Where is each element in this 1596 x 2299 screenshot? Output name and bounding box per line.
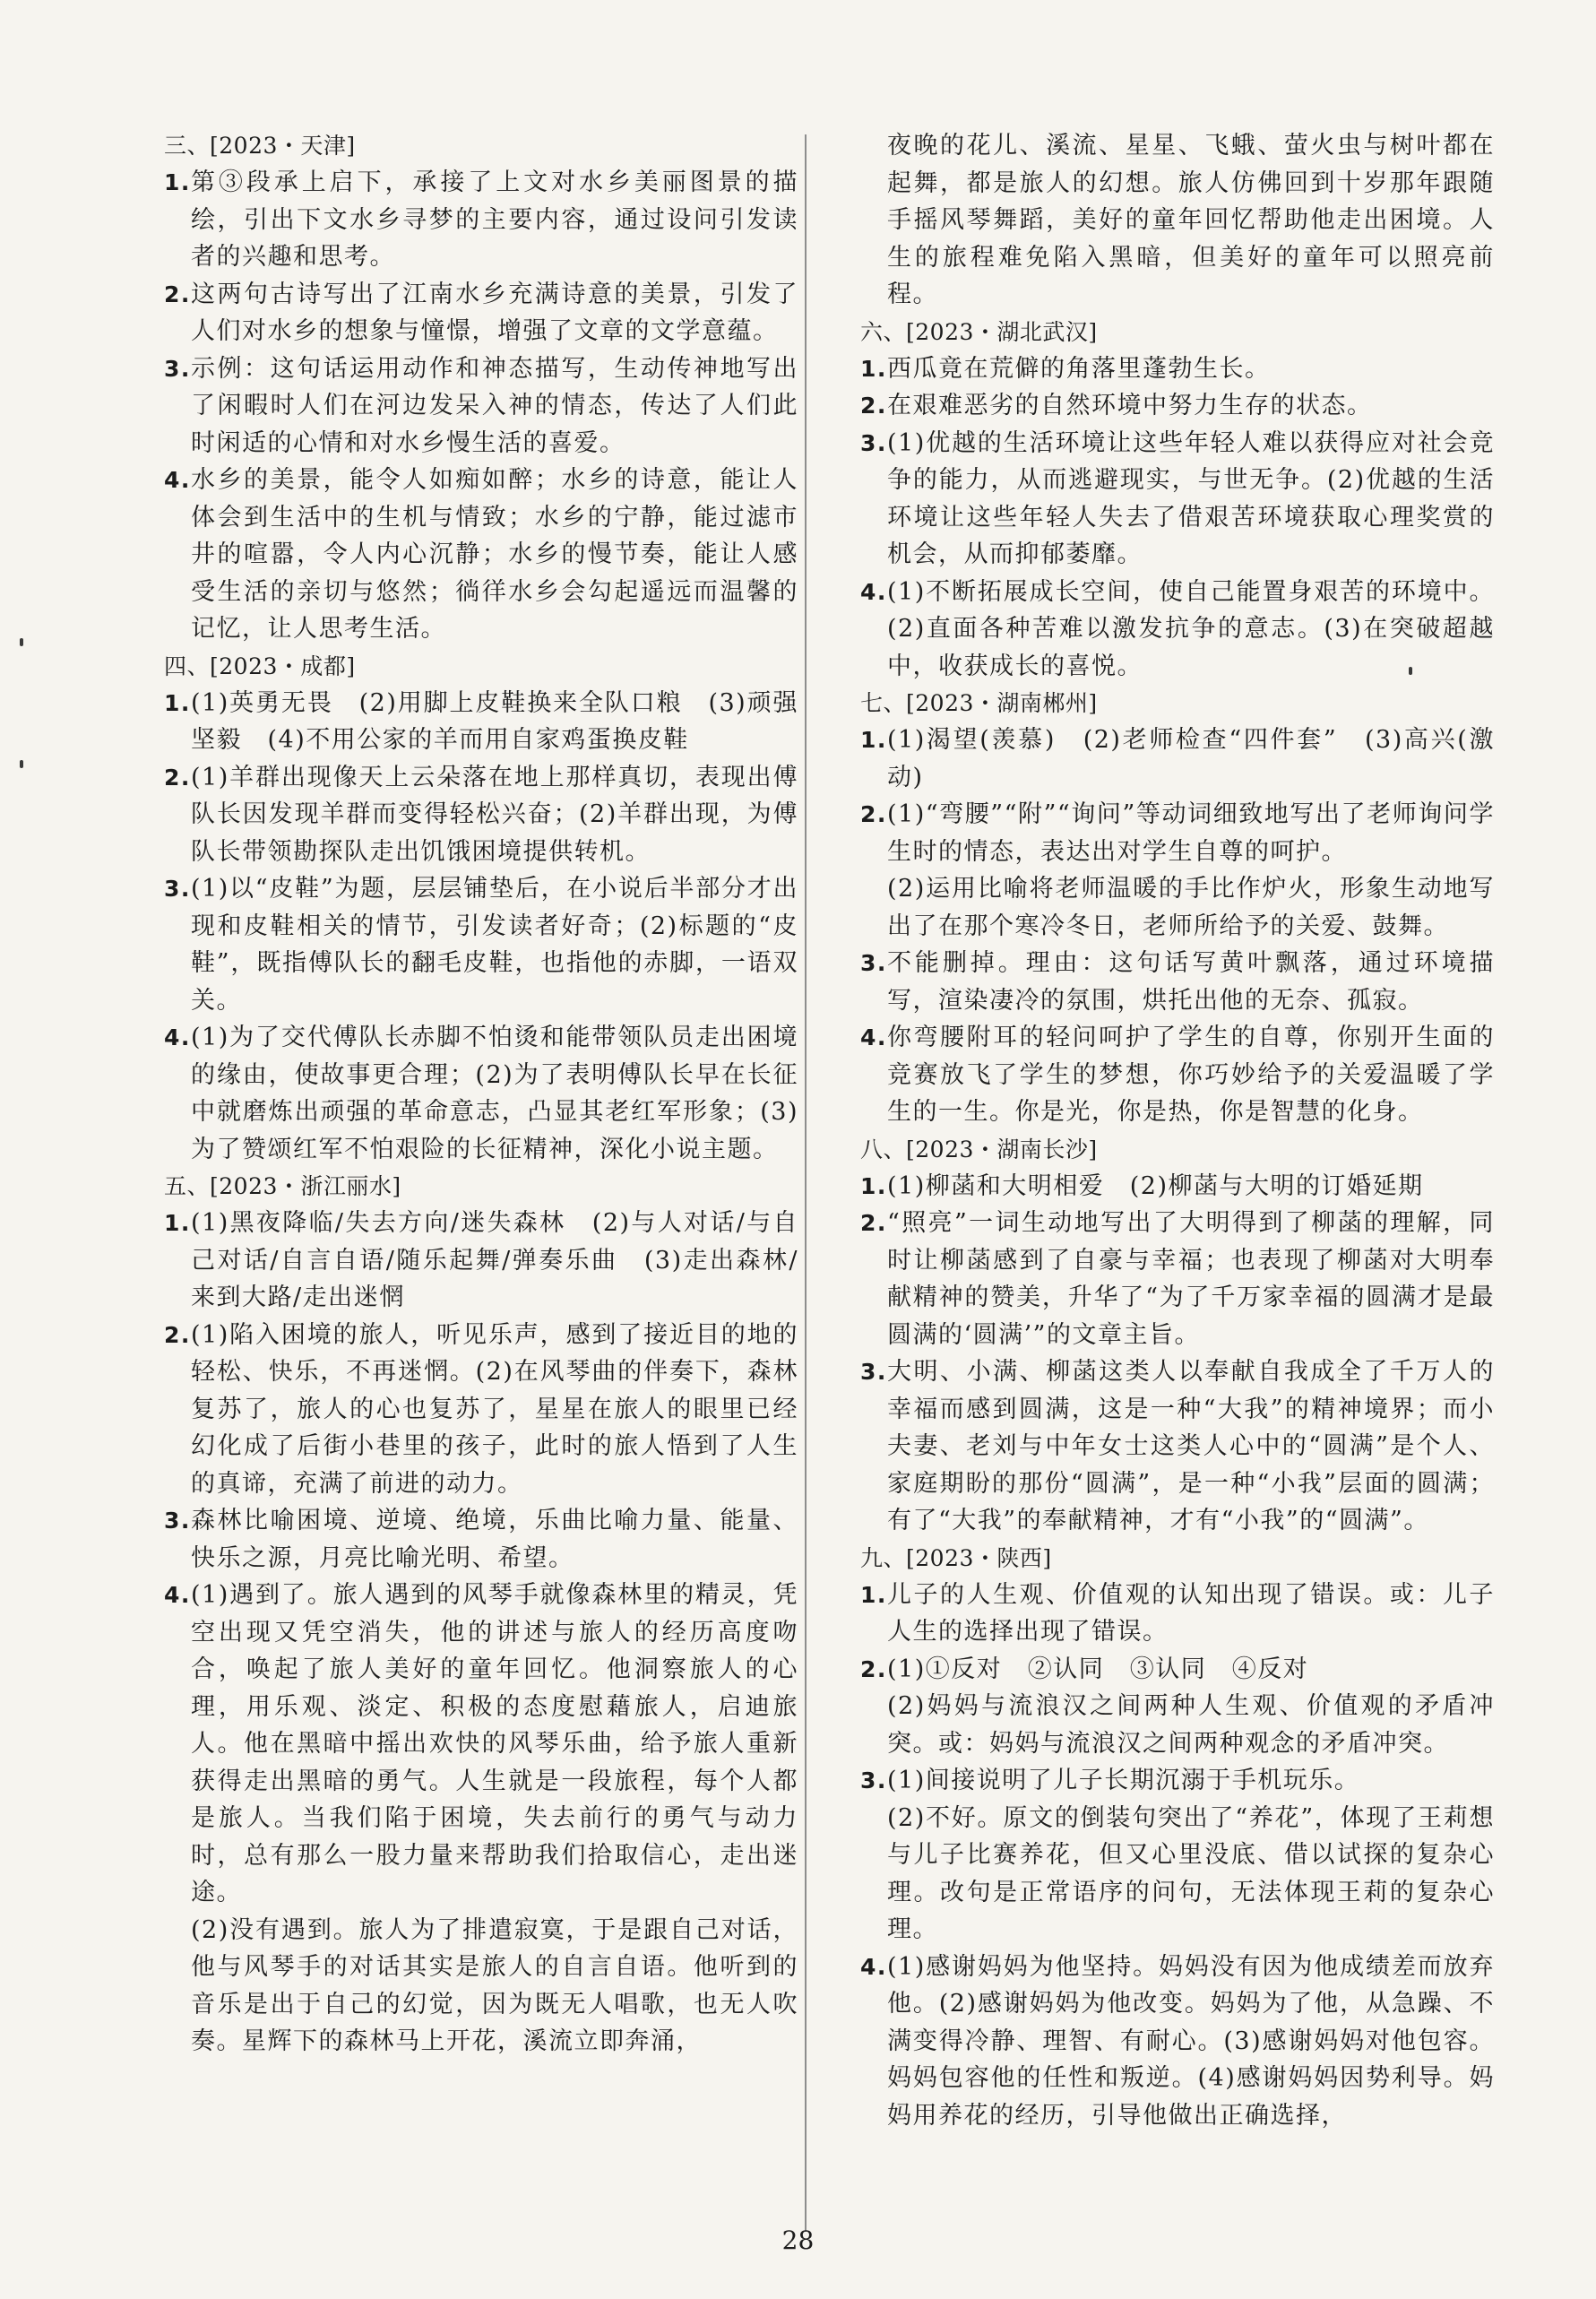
answer-item xyxy=(860,1019,1495,1131)
answer-number: 1. xyxy=(860,727,887,753)
answer-text xyxy=(887,350,1495,388)
answer-item xyxy=(164,1317,798,1503)
answer-paragraph: (1)间接说明了儿子长期沉溺于手机玩乐。 xyxy=(887,1767,1360,1794)
section-heading: 七、[2023・湖南郴州] xyxy=(860,690,1098,716)
answer-text xyxy=(887,1762,1495,1949)
answer-item xyxy=(860,1651,1495,1763)
answer-number: 4. xyxy=(860,578,887,605)
right-column xyxy=(860,127,1495,2134)
answer-paragraph: (1)黑夜降临/失去方向/迷失森林 (2)与人对话/与自己对话/自言自语/随乐起舞/弹奏乐曲 (3)走出森林/来到大路/走出迷惘 xyxy=(191,1209,798,1311)
answer-paragraph: 森林比喻困境、逆境、绝境，乐曲比喻力量、能量、快乐之源，月亮比喻光明、希望。 xyxy=(191,1507,798,1572)
answer-paragraph: (2)没有遇到。旅人为了排遣寂寞，于是跟自己对话，他与风琴手的对话其实是旅人的自言自语。他听到的音乐是出于自己的幻觉，因为既无人唱歌，也无人吹奏。星辉下的森林马上开花，溪流立即奔涌， xyxy=(191,1915,798,2055)
answer-number: 1. xyxy=(164,689,191,716)
answer-paragraph: (1)陷入困境的旅人，听见乐声，感到了接近目的地的轻松、快乐，不再迷惘。(2)在风琴曲的伴奏下，森林复苏了，旅人的心也复苏了，星星在旅人的眼里已经幻化成了后街小巷里的孩子，此时的旅人悟到了人生的真谛，充满了前进的动力。 xyxy=(191,1320,798,1498)
answer-text xyxy=(191,685,798,759)
section-heading: 八、[2023・湖南长沙] xyxy=(860,1136,1098,1162)
answer-item xyxy=(860,1353,1495,1540)
answer-text xyxy=(191,1502,798,1577)
answer-text xyxy=(191,1317,798,1503)
answer-text xyxy=(887,1577,1495,1651)
answer-number: 3. xyxy=(164,876,191,902)
answer-item xyxy=(164,462,798,648)
column-divider xyxy=(805,134,807,2232)
answer-item xyxy=(164,1205,798,1317)
section-heading: 六、[2023・湖北武汉] xyxy=(860,318,1098,345)
answer-paragraph: (2)不好。原文的倒装句突出了“养花”，体现了王莉想与儿子比赛养花，但又心里没底、借以试探的复杂心理。改句是正常语序的问句，无法体现王莉的复杂心理。 xyxy=(887,1803,1495,1943)
answer-text xyxy=(887,945,1495,1019)
answer-text xyxy=(191,164,798,276)
answer-paragraph: 儿子的人生观、价值观的认知出现了错误。或：儿子人生的选择出现了错误。 xyxy=(887,1580,1495,1646)
left-column xyxy=(164,127,798,2061)
section-heading: 九、[2023・陕西] xyxy=(860,1544,1052,1571)
answer-number: 2. xyxy=(860,801,887,827)
answer-text xyxy=(887,796,1495,945)
answer-number: 1. xyxy=(164,1210,191,1236)
answer-paragraph: 不能删掉。理由：这句话写黄叶飘落，通过环境描写，渲染凄冷的氛围，烘托出他的无奈、孤寂。 xyxy=(887,949,1495,1015)
answer-number: 3. xyxy=(860,1359,887,1385)
answer-number: 1. xyxy=(860,355,887,382)
answer-text xyxy=(191,1019,798,1168)
answer-item xyxy=(860,945,1495,1019)
scan-mark xyxy=(1409,667,1412,675)
page-number: 28 xyxy=(781,2226,815,2255)
answer-paragraph: 这两句古诗写出了江南水乡充满诗意的美景，引发了人们对水乡的想象与憧憬，增强了文章的文学意蕴。 xyxy=(191,280,798,345)
answer-text xyxy=(191,870,798,1019)
answer-text xyxy=(887,1949,1495,2135)
answer-paragraph: “照亮”一词生动地写出了大明得到了柳菡的理解，同时让柳菡感到了自豪与幸福；也表现了柳菡对大明奉献精神的赞美，升华了“为了千万家幸福的圆满才是最圆满的‘圆满’”的文章主旨。 xyxy=(887,1209,1495,1349)
answer-item xyxy=(164,1502,798,1577)
answer-item xyxy=(164,1019,798,1168)
answer-item xyxy=(860,1168,1495,1206)
answer-paragraph: (1)柳菡和大明相爱 (2)柳菡与大明的订婚延期 xyxy=(887,1171,1424,1200)
answer-item xyxy=(164,276,798,350)
answer-item xyxy=(164,685,798,759)
answer-paragraph: (1)英勇无畏 (2)用脚上皮鞋换来全队口粮 (3)顽强坚毅 (4)不用公家的羊而用自家鸡蛋换皮鞋 xyxy=(191,688,798,754)
answer-paragraph: 大明、小满、柳菡这类人以奉献自我成全了千万人的幸福而感到圆满，这是一种“大我”的精神境界；而小夫妻、老刘与中年女士这类人心中的“圆满”是个人、家庭期盼的那份“圆满”，是一种“小我”层面的圆满；有了“大我”的奉献精神，才有“小我”的“圆满”。 xyxy=(887,1358,1495,1534)
answer-item xyxy=(860,350,1495,388)
answer-text xyxy=(887,1353,1495,1540)
answer-paragraph: (1)“弯腰”“附”“询问”等动词细致地写出了老师询问学生时的情态，表达出对学生自尊的呵护。 xyxy=(887,800,1495,866)
answer-number: 2. xyxy=(164,764,191,791)
answer-text xyxy=(887,1205,1495,1353)
answer-number: 3. xyxy=(164,355,191,382)
answer-text xyxy=(191,350,798,462)
answer-number: 2. xyxy=(164,1321,191,1348)
answer-paragraph: (1)羊群出现像天上云朵落在地上那样真切，表现出傅队长因发现羊群而变得轻松兴奋；(2)羊群出现，为傅队长带领勘探队走出饥饿困境提供转机。 xyxy=(191,763,798,866)
answer-paragraph: 第③段承上启下，承接了上文对水乡美丽图景的描绘，引出下文水乡寻梦的主要内容，通过设问引发读者的兴趣和思考。 xyxy=(191,169,798,271)
answer-text xyxy=(887,1019,1495,1131)
answer-text xyxy=(887,425,1495,574)
answer-item xyxy=(164,870,798,1019)
answer-number: 2. xyxy=(860,393,887,419)
answer-paragraph: (1)感谢妈妈为他坚持。妈妈没有因为他成绩差而放弃他。(2)感谢妈妈为他改变。妈妈为了他，从急躁、不满变得冷静、理智、有耐心。(3)感谢妈妈对他包容。妈妈包容他的任性和叛逆。(4)感谢妈妈因势利导。妈妈用养花的经历，引导他做出正确选择， xyxy=(887,1952,1495,2130)
section-heading: 五、[2023・浙江丽水] xyxy=(164,1173,401,1199)
answer-paragraph: (1)为了交代傅队长赤脚不怕烫和能带领队员走出困境的缘由，使故事更合理；(2)为了表明傅队长早在长征中就磨炼出顽强的革命意志，凸显其老红军形象；(3)为了赞颂红军不怕艰险的长征精神，深化小说主题。 xyxy=(191,1024,798,1163)
answer-number: 3. xyxy=(860,1767,887,1793)
answer-number: 1. xyxy=(860,1172,887,1199)
answer-number: 4. xyxy=(860,1953,887,1980)
answer-paragraph: (1)渴望(羡慕) (2)老师检查“四件套” (3)高兴(激动) xyxy=(887,726,1495,791)
answer-item xyxy=(164,350,798,462)
answer-number: 2. xyxy=(164,281,191,307)
answer-text xyxy=(191,276,798,350)
answer-paragraph: (2)妈妈与流浪汉之间两种人生观、价值观的矛盾冲突。或：妈妈与流浪汉之间两种观念的矛盾冲突。 xyxy=(887,1692,1495,1758)
answer-text xyxy=(887,1651,1495,1763)
scan-mark xyxy=(20,760,23,768)
continued-paragraph: 夜晚的花儿、溪流、星星、飞蛾、萤火虫与树叶都在起舞，都是旅人的幻想。旅人仿佛回到十岁那年跟随手摇风琴舞蹈，美好的童年回忆帮助他走出困境。人生的旅程难免陷入黑暗，但美好的童年可以照亮前程。 xyxy=(887,132,1495,308)
answer-paragraph: (1)遇到了。旅人遇到的风琴手就像森林里的精灵，凭空出现又凭空消失，他的讲述与旅人的经历高度吻合，唤起了旅人美好的童年回忆。他洞察旅人的心理，用乐观、淡定、积极的态度慰藉旅人，启迪旅人。他在黑暗中摇出欢快的风琴乐曲，给予旅人重新获得走出黑暗的勇气。人生就是一段旅程，每个人都是旅人。当我们陷于困境，失去前行的勇气与动力时，总有那么一股力量来帮助我们拾取信心，走出迷途。 xyxy=(191,1581,798,1906)
answer-item xyxy=(860,1762,1495,1949)
answer-text xyxy=(191,1205,798,1317)
scan-mark xyxy=(20,638,23,646)
answer-item xyxy=(860,1949,1495,2135)
section-heading: 三、[2023・天津] xyxy=(164,133,356,159)
answer-item xyxy=(164,1577,798,2061)
answer-item xyxy=(860,574,1495,686)
answer-text xyxy=(887,387,1495,425)
answer-item xyxy=(164,164,798,276)
answer-item xyxy=(860,722,1495,796)
answer-paragraph: (1)不断拓展成长空间，使自己能置身艰苦的环境中。(2)直面各种苦难以激发抗争的意志。(3)在突破超越中，收获成长的喜悦。 xyxy=(887,577,1495,680)
answer-paragraph: 你弯腰附耳的轻问呵护了学生的自尊，你别开生面的竞赛放飞了学生的梦想，你巧妙给予的关爱温暖了学生的一生。你是光，你是热，你是智慧的化身。 xyxy=(887,1024,1495,1126)
answer-item xyxy=(164,759,798,871)
answer-paragraph: 在艰难恶劣的自然环境中努力生存的状态。 xyxy=(887,392,1373,419)
answer-paragraph: (1)①反对 ②认同 ③认同 ④反对 xyxy=(887,1655,1309,1683)
answer-text xyxy=(191,1577,798,2061)
answer-item xyxy=(860,425,1495,574)
answer-number: 4. xyxy=(164,467,191,493)
section-heading: 四、[2023・成都] xyxy=(164,653,356,679)
answer-number: 3. xyxy=(860,950,887,976)
answer-number: 3. xyxy=(164,1508,191,1534)
answer-number: 3. xyxy=(860,429,887,456)
answer-number: 1. xyxy=(860,1581,887,1608)
answer-item xyxy=(860,796,1495,945)
answer-number: 4. xyxy=(860,1024,887,1050)
answer-text xyxy=(887,722,1495,796)
answer-paragraph: 西瓜竟在荒僻的角落里蓬勃生长。 xyxy=(887,354,1271,383)
answer-number: 2. xyxy=(860,1210,887,1236)
answer-paragraph: 示例：这句话运用动作和神态描写，生动传神地写出了闲暇时人们在河边发呆入神的情态，传达了人们此时闲适的心情和对水乡慢生活的喜爱。 xyxy=(191,354,798,457)
answer-paragraph: (1)优越的生活环境让这些年轻人难以获得应对社会竞争的能力，从而逃避现实，与世无争。(2)优越的生活环境让这些年轻人失去了借艰苦环境获取心理奖赏的机会，从而抑郁萎靡。 xyxy=(887,428,1495,568)
answer-number: 4. xyxy=(164,1024,191,1050)
answer-text xyxy=(887,1168,1495,1206)
answer-number: 2. xyxy=(860,1655,887,1682)
answer-paragraph: 水乡的美景，能令人如痴如醉；水乡的诗意，能让人体会到生活中的生机与情致；水乡的宁静，能过滤市井的喧嚣，令人内心沉静；水乡的慢节奏，能让人感受生活的亲切与悠然；徜徉水乡会勾起遥远而温馨的记忆，让人思考生活。 xyxy=(191,466,798,643)
answer-text xyxy=(191,462,798,648)
answer-text xyxy=(887,574,1495,686)
answer-paragraph: (1)以“皮鞋”为题，层层铺垫后，在小说后半部分才出现和皮鞋相关的情节，引发读者好奇；(2)标题的“皮鞋”，既指傅队长的翻毛皮鞋，也指他的赤脚，一语双关。 xyxy=(191,875,798,1015)
answer-text xyxy=(191,759,798,871)
answer-number: 1. xyxy=(164,169,191,195)
answer-item xyxy=(860,1205,1495,1353)
answer-number: 4. xyxy=(164,1582,191,1608)
answer-item xyxy=(860,387,1495,425)
answer-paragraph: (2)运用比喻将老师温暖的手比作炉火，形象生动地写出了在那个寒冷冬日，老师所给予的关爱、鼓舞。 xyxy=(887,875,1495,940)
answer-item xyxy=(860,1577,1495,1651)
